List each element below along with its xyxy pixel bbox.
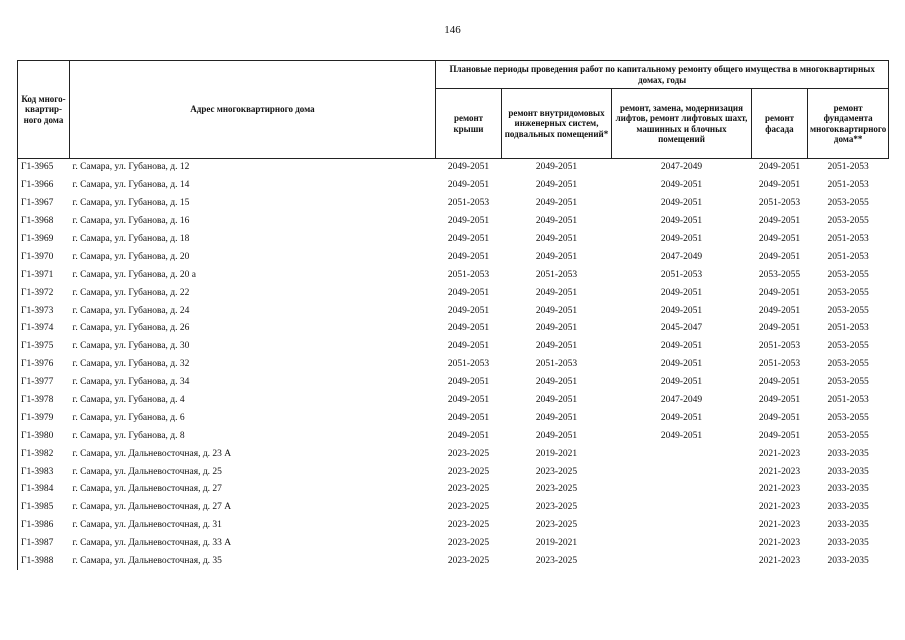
table-row: [18, 284, 889, 302]
cell-lifts: 2047-2049: [660, 162, 703, 173]
cell-roof: 2049-2051: [447, 216, 490, 227]
cell-address: г. Самара, ул. Губанова, д. 16: [72, 216, 190, 227]
cell-lifts: 2047-2049: [660, 395, 703, 406]
cell-code: Г1-3984: [18, 481, 70, 499]
cell-foundation: 2051-2053: [827, 162, 869, 173]
cell-code: Г1-3987: [18, 535, 70, 553]
cell-address: г. Самара, ул. Губанова, д. 30: [72, 341, 190, 352]
cell-roof: 2049-2051: [447, 377, 490, 388]
header-lifts: ремонт, замена, модернизация лифтов, ремонт лифтовых шахт, машинных и блочных помещений: [612, 89, 752, 159]
table-row: [18, 195, 889, 213]
cell-engineering: 2049-2051: [535, 395, 578, 406]
cell-code: Г1-3978: [18, 392, 70, 410]
page-number: 146: [444, 24, 461, 36]
cell-facade: 2021-2023: [758, 556, 801, 567]
table-row: [18, 213, 889, 231]
cell-address: г. Самара, ул. Дальневосточная, д. 31: [72, 520, 222, 531]
table-row: [18, 481, 889, 499]
cell-lifts: 2049-2051: [660, 234, 703, 244]
cell-engineering: 2049-2051: [535, 180, 578, 191]
cell-roof: 2051-2053: [447, 269, 490, 280]
cell-address: г. Самара, ул. Губанова, д. 4: [72, 395, 185, 406]
cell-engineering: 2023-2025: [535, 502, 578, 513]
cell-foundation: 2053-2055: [827, 412, 869, 423]
cell-foundation: 2053-2055: [827, 377, 869, 388]
cell-code: Г1-3968: [18, 213, 70, 231]
cell-roof: 2051-2053: [447, 198, 490, 209]
cell-code: Г1-3976: [18, 356, 70, 374]
cell-address: г. Самара, ул. Губанова, д. 20: [72, 251, 190, 262]
cell-engineering: 2049-2051: [535, 287, 578, 298]
cell-code: Г1-3977: [18, 374, 70, 392]
cell-lifts: [612, 553, 752, 571]
cell-roof: 2023-2025: [447, 466, 490, 477]
cell-lifts: 2051-2053: [660, 269, 703, 280]
cell-address: г. Самара, ул. Дальневосточная, д. 23 А: [72, 448, 232, 459]
cell-facade: 2049-2051: [758, 234, 801, 244]
cell-engineering: 2049-2051: [535, 251, 578, 262]
cell-facade: 2049-2051: [758, 251, 801, 262]
cell-facade: 2049-2051: [758, 395, 801, 406]
cell-facade: 2049-2051: [758, 305, 801, 316]
table-row: [18, 248, 889, 266]
cell-engineering: 2051-2053: [535, 359, 578, 370]
header-engineering: ремонт внутридомовых инженерных систем, подвальных помещений*: [502, 89, 612, 159]
cell-lifts: 2049-2051: [660, 198, 703, 209]
table-row: [18, 231, 889, 249]
cell-code: Г1-3988: [18, 553, 70, 571]
cell-engineering: 2023-2025: [535, 520, 578, 531]
cell-facade: 2053-2055: [758, 269, 801, 280]
cell-code: Г1-3974: [18, 320, 70, 338]
cell-lifts: 2049-2051: [660, 359, 703, 370]
cell-roof: 2023-2025: [447, 538, 490, 549]
repair-schedule-table: [17, 60, 889, 570]
header-periods-group: Плановые периоды проведения работ по капитальному ремонту общего имущества в многоквартирных домах, годы: [436, 61, 889, 89]
cell-foundation: 2053-2055: [827, 341, 869, 352]
cell-lifts: [612, 499, 752, 517]
cell-code: Г1-3985: [18, 499, 70, 517]
cell-engineering: 2023-2025: [535, 484, 578, 495]
cell-lifts: [612, 481, 752, 499]
table-row: [18, 409, 889, 427]
table-row: [18, 463, 889, 481]
cell-engineering: 2049-2051: [535, 234, 578, 244]
cell-facade: 2021-2023: [758, 502, 801, 513]
table-row: [18, 320, 889, 338]
cell-lifts: [612, 463, 752, 481]
cell-address: г. Самара, ул. Губанова, д. 15: [72, 198, 190, 209]
cell-roof: 2049-2051: [447, 341, 490, 352]
table-row: [18, 427, 889, 445]
header-code: Код много-квартир-ного дома: [18, 61, 70, 159]
cell-facade: 2049-2051: [758, 216, 801, 227]
cell-facade: 2051-2053: [758, 341, 801, 352]
cell-engineering: 2051-2053: [535, 269, 578, 280]
cell-lifts: 2049-2051: [660, 180, 703, 191]
cell-roof: 2049-2051: [447, 234, 490, 244]
header-facade: ремонт фасада: [752, 89, 808, 159]
cell-foundation: 2053-2055: [827, 269, 869, 280]
cell-code: Г1-3986: [18, 517, 70, 535]
table-row: [18, 374, 889, 392]
cell-roof: 2049-2051: [447, 251, 490, 262]
table-row: [18, 517, 889, 535]
cell-lifts: 2049-2051: [660, 341, 703, 352]
cell-code: Г1-3966: [18, 177, 70, 195]
cell-facade: 2049-2051: [758, 180, 801, 191]
cell-code: Г1-3975: [18, 338, 70, 356]
cell-foundation: 2053-2055: [827, 359, 869, 370]
table-row: [18, 177, 889, 195]
cell-facade: 2051-2053: [758, 359, 801, 370]
cell-code: Г1-3979: [18, 409, 70, 427]
cell-foundation: 2053-2055: [827, 287, 869, 298]
cell-lifts: 2049-2051: [660, 216, 703, 227]
table-row: [18, 338, 889, 356]
cell-engineering: 2023-2025: [535, 556, 578, 567]
cell-engineering: 2023-2025: [535, 466, 578, 477]
cell-roof: 2049-2051: [447, 305, 490, 316]
cell-address: г. Самара, ул. Губанова, д. 8: [72, 430, 185, 441]
cell-roof: 2051-2053: [447, 359, 490, 370]
cell-facade: 2049-2051: [758, 412, 801, 423]
cell-address: г. Самара, ул. Губанова, д. 12: [72, 162, 190, 173]
cell-facade: 2021-2023: [758, 520, 801, 531]
cell-lifts: 2049-2051: [660, 412, 703, 423]
cell-address: г. Самара, ул. Губанова, д. 26: [72, 323, 190, 334]
cell-address: г. Самара, ул. Губанова, д. 20 а: [72, 269, 196, 280]
cell-lifts: 2049-2051: [660, 430, 703, 441]
cell-engineering: 2049-2051: [535, 305, 578, 316]
table-row: [18, 356, 889, 374]
cell-code: Г1-3983: [18, 463, 70, 481]
cell-code: Г1-3972: [18, 284, 70, 302]
cell-facade: 2049-2051: [758, 287, 801, 298]
cell-foundation: 2053-2055: [827, 198, 869, 209]
cell-engineering: 2019-2021: [535, 538, 578, 549]
cell-address: г. Самара, ул. Дальневосточная, д. 35: [72, 556, 222, 567]
cell-engineering: 2049-2051: [535, 377, 578, 388]
cell-code: Г1-3967: [18, 195, 70, 213]
cell-roof: 2049-2051: [447, 287, 490, 298]
cell-roof: 2023-2025: [447, 556, 490, 567]
cell-facade: 2021-2023: [758, 538, 801, 549]
cell-address: г. Самара, ул. Губанова, д. 6: [72, 412, 185, 423]
cell-foundation: 2053-2055: [827, 305, 869, 316]
table-row: [18, 266, 889, 284]
cell-foundation: 2033-2035: [827, 556, 869, 567]
cell-roof: 2049-2051: [447, 162, 490, 173]
header-address: Адрес многоквартирного дома: [70, 61, 436, 159]
cell-address: г. Самара, ул. Губанова, д. 34: [72, 377, 190, 388]
cell-roof: 2049-2051: [447, 395, 490, 406]
cell-code: Г1-3971: [18, 266, 70, 284]
cell-lifts: [612, 535, 752, 553]
cell-foundation: 2051-2053: [827, 251, 869, 262]
table-row: [18, 445, 889, 463]
cell-roof: 2023-2025: [447, 520, 490, 531]
cell-lifts: 2049-2051: [660, 305, 703, 316]
header-foundation: ремонт фундамента многоквартирного дома**: [808, 89, 889, 159]
cell-code: Г1-3980: [18, 427, 70, 445]
cell-foundation: 2051-2053: [827, 395, 869, 406]
cell-engineering: 2049-2051: [535, 323, 578, 334]
table-header: [18, 61, 889, 159]
cell-lifts: 2049-2051: [660, 287, 703, 298]
cell-address: г. Самара, ул. Губанова, д. 18: [72, 234, 190, 244]
cell-code: Г1-3982: [18, 445, 70, 463]
cell-facade: 2049-2051: [758, 430, 801, 441]
cell-foundation: 2033-2035: [827, 484, 869, 495]
table-row: [18, 499, 889, 517]
cell-lifts: [612, 517, 752, 535]
cell-engineering: 2049-2051: [535, 216, 578, 227]
cell-engineering: 2049-2051: [535, 341, 578, 352]
cell-facade: 2021-2023: [758, 448, 801, 459]
cell-foundation: 2051-2053: [827, 234, 869, 244]
table-row: [18, 535, 889, 553]
cell-address: г. Самара, ул. Губанова, д. 32: [72, 359, 190, 370]
cell-foundation: 2033-2035: [827, 538, 869, 549]
cell-engineering: 2019-2021: [535, 448, 578, 459]
cell-code: Г1-3970: [18, 248, 70, 266]
cell-facade: 2021-2023: [758, 466, 801, 477]
header-roof: ремонт крыши: [436, 89, 502, 159]
cell-address: г. Самара, ул. Дальневосточная, д. 27: [72, 484, 222, 495]
cell-engineering: 2049-2051: [535, 162, 578, 173]
cell-roof: 2049-2051: [447, 180, 490, 191]
cell-address: г. Самара, ул. Губанова, д. 22: [72, 287, 190, 298]
cell-address: г. Самара, ул. Дальневосточная, д. 27 А: [72, 502, 232, 513]
cell-lifts: 2049-2051: [660, 377, 703, 388]
cell-foundation: 2053-2055: [827, 216, 869, 227]
cell-engineering: 2049-2051: [535, 198, 578, 209]
cell-roof: 2049-2051: [447, 323, 490, 334]
cell-lifts: 2045-2047: [660, 323, 703, 334]
cell-foundation: 2051-2053: [827, 323, 869, 334]
cell-facade: 2021-2023: [758, 484, 801, 495]
table-row: [18, 159, 889, 177]
cell-facade: 2049-2051: [758, 162, 801, 173]
table-row: [18, 302, 889, 320]
cell-code: Г1-3969: [18, 231, 70, 249]
cell-foundation: 2053-2055: [827, 430, 869, 441]
cell-lifts: [612, 445, 752, 463]
cell-facade: 2049-2051: [758, 323, 801, 334]
cell-foundation: 2033-2035: [827, 520, 869, 531]
cell-address: г. Самара, ул. Губанова, д. 14: [72, 180, 190, 191]
cell-address: г. Самара, ул. Дальневосточная, д. 25: [72, 466, 222, 477]
cell-foundation: 2033-2035: [827, 466, 869, 477]
cell-foundation: 2033-2035: [827, 448, 869, 459]
cell-engineering: 2049-2051: [535, 412, 578, 423]
cell-foundation: 2033-2035: [827, 502, 869, 513]
cell-code: Г1-3965: [18, 159, 70, 177]
table-row: [18, 392, 889, 410]
cell-facade: 2051-2053: [758, 198, 801, 209]
table-body: [18, 159, 889, 571]
table-row: [18, 553, 889, 571]
cell-code: Г1-3973: [18, 302, 70, 320]
cell-address: г. Самара, ул. Губанова, д. 24: [72, 305, 190, 316]
cell-roof: 2023-2025: [447, 448, 490, 459]
cell-engineering: 2049-2051: [535, 430, 578, 441]
cell-address: г. Самара, ул. Дальневосточная, д. 33 А: [72, 538, 232, 549]
cell-roof: 2049-2051: [447, 412, 490, 423]
cell-lifts: 2047-2049: [660, 251, 703, 262]
cell-facade: 2049-2051: [758, 377, 801, 388]
cell-foundation: 2051-2053: [827, 180, 869, 191]
cell-roof: 2023-2025: [447, 502, 490, 513]
cell-roof: 2049-2051: [447, 430, 490, 441]
cell-roof: 2023-2025: [447, 484, 490, 495]
